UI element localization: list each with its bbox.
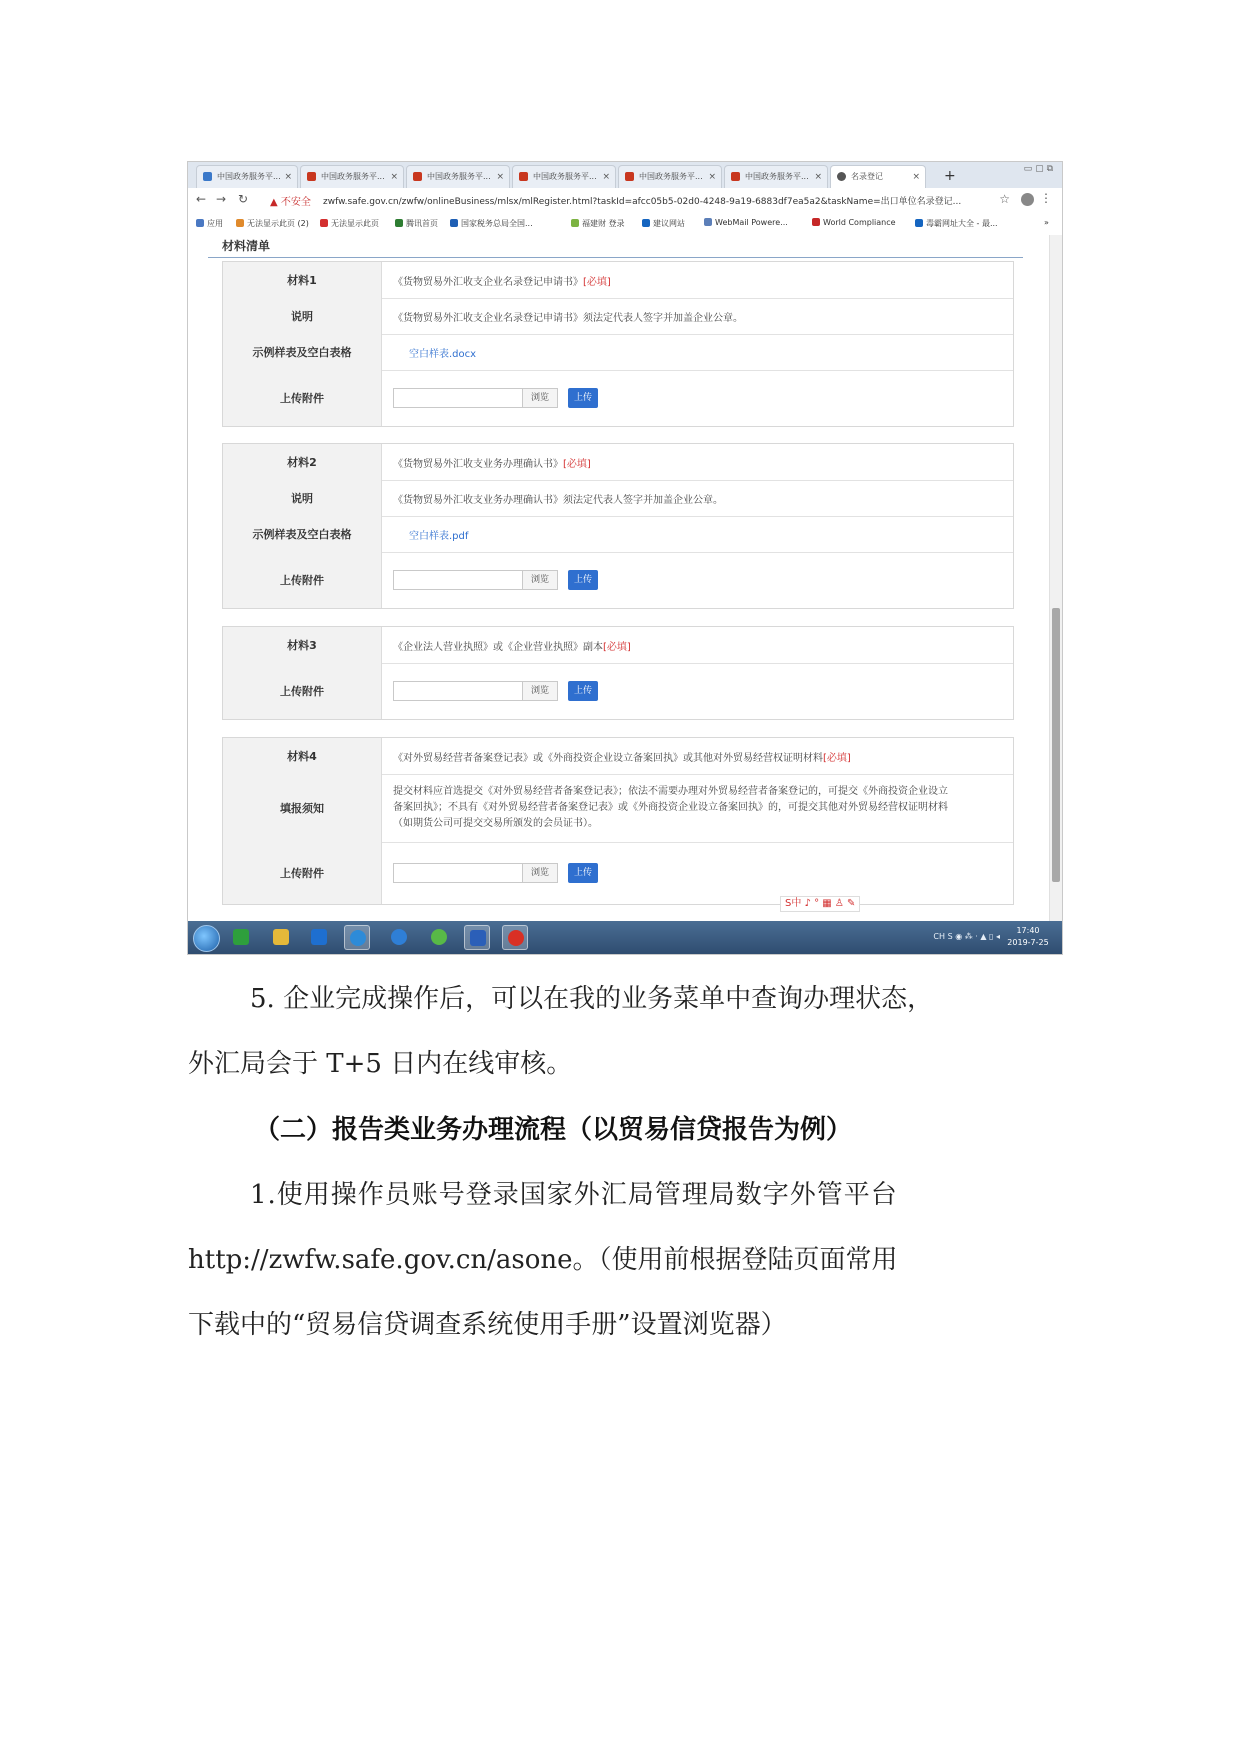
material-row	[223, 627, 1013, 664]
scrollbar[interactable]	[1049, 235, 1062, 921]
material-name: 《货物贸易外汇收支企业名录登记申请书》 [必填]	[393, 262, 1005, 298]
material-name: 《对外贸易经营者备案登记表》或《外商投资企业设立备案回执》或其他对外贸易经营权证明材料 [必填]	[393, 738, 1005, 774]
paragraph-5-line-1: 5. 企业完成操作后，可以在我的业务菜单中查询办理状态，	[250, 984, 934, 1014]
bookmark-item[interactable]: 无法显示此页	[320, 218, 379, 229]
close-icon[interactable]: ×	[708, 172, 716, 182]
windows-start-icon[interactable]	[193, 925, 220, 952]
browser-tab-active[interactable]	[830, 165, 926, 188]
ie-browser-icon[interactable]	[344, 925, 370, 950]
bookmark-item[interactable]: 福建财 登录	[571, 218, 625, 229]
leaf-icon	[571, 219, 579, 227]
material-row	[223, 738, 1013, 775]
app-360-icon[interactable]	[228, 925, 254, 950]
tab-strip	[188, 162, 1062, 188]
upload-row	[223, 842, 1013, 904]
browser-screenshot	[187, 161, 1063, 955]
emblem-icon	[625, 172, 634, 181]
bookmark-item[interactable]: 无法显示此页 (2)	[236, 218, 309, 229]
required-mark: [必填]	[583, 276, 611, 288]
upload-button[interactable]: 上传	[568, 681, 598, 701]
bookmark-star-icon[interactable]: ☆	[999, 192, 1010, 206]
compliance-icon	[812, 218, 820, 226]
emblem-icon	[731, 172, 740, 181]
file-path-input[interactable]	[393, 681, 523, 701]
paragraph-1-line-2: http://zwfw.safe.gov.cn/asone。（使用前根据登陆页面常用	[188, 1245, 898, 1275]
sample-file-link[interactable]: 空白样表.docx	[409, 348, 477, 360]
page-content	[188, 235, 1062, 921]
material-label: 材料4	[223, 738, 382, 774]
required-mark: [必填]	[603, 641, 631, 653]
app-green-icon[interactable]	[426, 925, 452, 950]
notice-line: 备案回执》；不具有《对外贸易经营者备案登记表》或《外商投资企业设立备案回执》的，可提交其他对外贸易经营权证明材料	[393, 802, 948, 813]
notice-line: （如期货公司可提交交易所颁发的会员证书）。	[393, 818, 598, 829]
description-row	[223, 480, 1013, 517]
system-tray[interactable]: CH S ◉ ⁂ · ▲ ▯ ◂	[933, 932, 1000, 941]
file-path-input[interactable]	[393, 863, 523, 883]
upload-button[interactable]: 上传	[568, 570, 598, 590]
window-controls-icon[interactable]: ▭▢⧉	[1023, 164, 1056, 174]
globe-icon	[837, 172, 846, 181]
upload-row	[223, 663, 1013, 719]
scrollbar-thumb[interactable]	[1052, 608, 1060, 882]
material-label: 材料2	[223, 444, 382, 480]
material-block-2	[222, 443, 1014, 609]
material-block-4	[222, 737, 1014, 905]
upload-label: 上传附件	[223, 842, 382, 904]
bookmarks-bar	[188, 213, 1062, 236]
sample-label: 示例样表及空白表格	[223, 334, 382, 370]
upload-label: 上传附件	[223, 552, 382, 608]
taskbar	[188, 921, 1062, 954]
paragraph-1-line-3: 下载中的“贸易信贷调查系统使用手册”设置浏览器）	[188, 1310, 787, 1340]
bookmark-item[interactable]: 毒霸网址大全 - 最...	[915, 218, 998, 229]
back-icon[interactable]: ←	[196, 192, 207, 206]
close-icon[interactable]: ×	[390, 172, 398, 182]
material-block-3	[222, 626, 1014, 720]
globe-icon	[915, 219, 923, 227]
notice-line: 提交材料应首选提交《对外贸易经营者备案登记表》；依法不需要办理对外贸易经营者备案登记的，可提交《外商投资企业设立	[393, 786, 948, 797]
tab-label: 名录登记	[851, 172, 883, 181]
browse-button[interactable]: 浏览	[523, 388, 558, 408]
tencent-icon	[395, 219, 403, 227]
bookmark-item[interactable]: 腾讯首页	[395, 218, 438, 229]
browser-tab[interactable]	[512, 165, 616, 188]
sample-row	[223, 334, 1013, 371]
url-field[interactable]: zwfw.safe.gov.cn/zwfw/onlineBusiness/mlsx/mlRegister.html?taskId=afcc05b5-02d0-4248-9a19-6883df7ea5a2&taskName=出口单位名录登记...	[323, 197, 962, 207]
browser-tab[interactable]	[300, 165, 404, 188]
warning-page-icon	[320, 219, 328, 227]
bookmark-item[interactable]: 国家税务总局全国...	[450, 218, 533, 229]
apps-grid-icon	[196, 219, 204, 227]
material-name: 《货物贸易外汇收支业务办理确认书》 [必填]	[393, 444, 1005, 480]
bookmark-item[interactable]: 应用	[196, 218, 223, 229]
file-path-input[interactable]	[393, 570, 523, 590]
browse-button[interactable]: 浏览	[523, 570, 558, 590]
bookmark-item[interactable]: WebMail Powere...	[704, 218, 788, 227]
description-label: 说明	[223, 480, 382, 516]
sample-row	[223, 516, 1013, 553]
tab-label: 中国政务服务平...	[745, 172, 809, 181]
paragraph-1-line-1: 1.使用操作员账号登录国家外汇局管理局数字外管平台	[250, 1180, 898, 1210]
material-row	[223, 444, 1013, 481]
warning-page-icon	[236, 219, 244, 227]
emblem-icon	[307, 172, 316, 181]
browser-tab[interactable]	[196, 165, 298, 188]
file-path-input[interactable]	[393, 388, 523, 408]
upload-row	[223, 370, 1013, 426]
search-icon	[450, 219, 458, 227]
description-text: 《货物贸易外汇收支企业名录登记申请书》须法定代表人签字并加盖企业公章。	[393, 312, 743, 324]
browser-tab[interactable]	[618, 165, 722, 188]
notice-text	[393, 774, 1005, 842]
description-row	[223, 298, 1013, 335]
notice-label: 填报须知	[223, 774, 382, 842]
browse-button[interactable]: 浏览	[523, 681, 558, 701]
upload-button[interactable]: 上传	[568, 863, 598, 883]
file-explorer-icon[interactable]	[268, 925, 294, 950]
required-mark: [必填]	[563, 458, 591, 470]
clock-time: 17:40	[1016, 926, 1040, 935]
material-row	[223, 262, 1013, 299]
upload-row	[223, 552, 1013, 608]
reload-icon[interactable]: ↻	[238, 192, 249, 206]
word-icon[interactable]	[464, 925, 490, 950]
material-label: 材料1	[223, 262, 382, 298]
profile-avatar[interactable]	[1021, 193, 1034, 206]
section-heading: （二）报告类业务办理流程（以贸易信贷报告为例）	[254, 1115, 853, 1145]
bookmark-item[interactable]: 建议网站	[642, 218, 685, 229]
ime-toolbar[interactable]: S中 ♪ ° ▦ ♙ ✎	[780, 896, 860, 912]
section-divider	[208, 257, 1023, 258]
close-icon[interactable]: ×	[602, 172, 610, 182]
insecure-warning[interactable]: ▲ 不安全	[270, 197, 311, 208]
home-icon	[203, 172, 212, 181]
notice-row	[223, 774, 1013, 843]
bookmark-page-icon	[642, 219, 650, 227]
paragraph-5-line-2: 外汇局会于 T+5 日内在线审核。	[188, 1049, 573, 1079]
close-icon[interactable]: ×	[912, 172, 920, 182]
browser-tab[interactable]	[406, 165, 510, 188]
sample-file-link[interactable]: 空白样表.pdf	[409, 530, 469, 542]
app-m-icon[interactable]	[306, 925, 332, 950]
upload-button[interactable]: 上传	[568, 388, 598, 408]
address-bar	[188, 188, 1062, 214]
clock-date: 2019-7-25	[1007, 938, 1049, 947]
tab-label: 中国政务服务平...	[217, 172, 281, 181]
bookmark-item[interactable]: World Compliance	[812, 218, 896, 227]
browse-button[interactable]: 浏览	[523, 863, 558, 883]
new-tab-icon[interactable]: +	[944, 168, 956, 184]
upload-label: 上传附件	[223, 370, 382, 426]
material-label: 材料3	[223, 627, 382, 663]
upload-label: 上传附件	[223, 663, 382, 719]
menu-kebab-icon[interactable]: ⋮	[1040, 191, 1052, 205]
material-block-1	[222, 261, 1014, 427]
description-label: 说明	[223, 298, 382, 334]
forward-icon[interactable]: →	[216, 192, 227, 206]
sample-label: 示例样表及空白表格	[223, 516, 382, 552]
chrome-icon[interactable]	[502, 925, 528, 950]
description-text: 《货物贸易外汇收支业务办理确认书》须法定代表人签字并加盖企业公章。	[393, 494, 723, 506]
section-title: 材料清单	[222, 239, 271, 253]
tab-label: 中国政务服务平...	[427, 172, 491, 181]
required-mark: [必填]	[823, 752, 851, 764]
close-icon[interactable]: ×	[814, 172, 822, 182]
browser-tab[interactable]	[724, 165, 828, 188]
material-name: 《企业法人营业执照》或《企业营业执照》副本 [必填]	[393, 627, 1005, 663]
taskbar-clock[interactable]	[1004, 925, 1052, 949]
emblem-icon	[413, 172, 422, 181]
tab-label: 中国政务服务平...	[639, 172, 703, 181]
insecure-label: 不安全	[280, 197, 311, 208]
more-bookmarks-icon[interactable]: »	[1044, 218, 1049, 227]
tab-label: 中国政务服务平...	[321, 172, 385, 181]
close-icon[interactable]: ×	[496, 172, 504, 182]
app-search-icon[interactable]	[386, 925, 412, 950]
tab-label: 中国政务服务平...	[533, 172, 597, 181]
emblem-icon	[519, 172, 528, 181]
mail-icon	[704, 218, 712, 226]
close-icon[interactable]: ×	[284, 172, 292, 182]
